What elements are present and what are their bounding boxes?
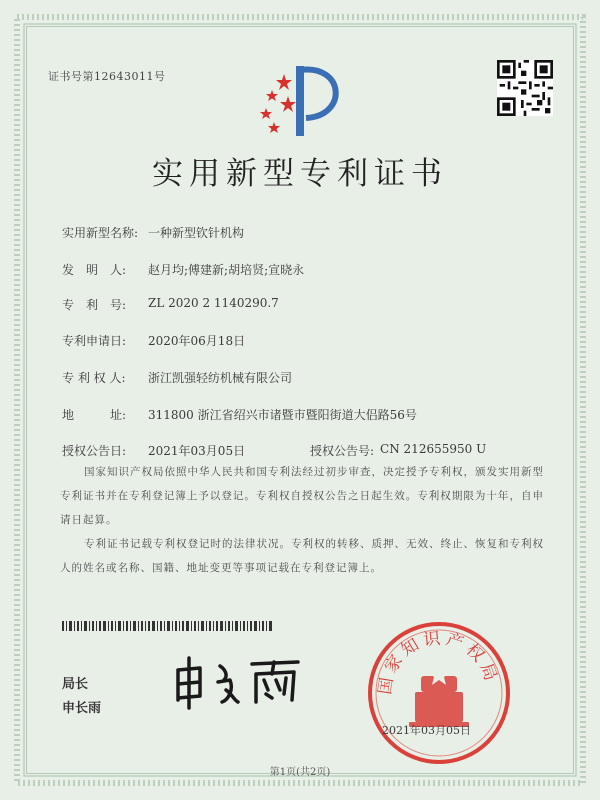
- field-value: CN 212655950 U: [380, 442, 487, 456]
- certificate-title: 实用新型专利证书: [152, 156, 448, 192]
- svg-text:国家知识产权局: 国家知识产权局: [375, 628, 502, 696]
- field-value: 赵月均;傅建新;胡培贤;宣晓永: [148, 263, 305, 277]
- director-name: 申长雨: [62, 701, 102, 716]
- field-patent-number: [62, 296, 279, 313]
- field-value: 浙江凯强轻纺机械有限公司: [148, 371, 293, 385]
- legal-paragraph-2: 专利证书记载专利权登记时的法律状况。专利权的转移、质押、无效、终止、恢复和专利权人的姓名或名称、国籍、地址变更等事项记载在专利登记簿上。: [60, 538, 544, 574]
- field-label: 授权公告日:: [62, 444, 127, 458]
- field-label: 地 址:: [62, 408, 127, 422]
- field-label: 专 利 权 人:: [62, 371, 126, 385]
- qr-code-icon: [497, 60, 553, 116]
- cnipa-logo-icon: [250, 56, 360, 146]
- field-label: 专利申请日:: [62, 334, 127, 348]
- field-value: 一种新型钦针机构: [148, 226, 245, 240]
- field-inventor: [62, 261, 304, 278]
- field-utility-model-name: [62, 224, 244, 241]
- field-grant-announcement-number: [310, 442, 486, 459]
- official-seal-icon: [366, 620, 512, 766]
- field-label: 专 利 号:: [62, 298, 127, 312]
- field-value: ZL 2020 2 1140290.7: [148, 296, 279, 310]
- seal-date: 2021年03月05日: [382, 724, 471, 737]
- field-label: 实用新型名称:: [62, 226, 139, 240]
- field-label: 发 明 人:: [62, 263, 127, 277]
- field-grant-announcement-date: [62, 442, 245, 459]
- field-label: 授权公告号:: [310, 444, 375, 458]
- field-value: 2021年03月05日: [148, 444, 246, 458]
- field-value: 311800 浙江省绍兴市诸暨市暨阳街道大侣路56号: [148, 408, 417, 422]
- field-filing-date: [62, 332, 245, 349]
- legal-paragraph-1: 国家知识产权局依照中华人民共和国专利法经过初步审查，决定授予专利权，颁发实用新型专利证书并在专利登记簿上予以登记。专利权自授权公告之日起生效。专利权期限为十年，自申请日起算。: [60, 466, 544, 526]
- field-address: [62, 406, 417, 423]
- certificate-number: 证书号第12643011号: [48, 70, 166, 83]
- page-indicator: 第1页(共2页): [269, 767, 331, 778]
- director-title: 局长: [62, 677, 89, 692]
- field-patentee: [62, 369, 292, 386]
- barcode-icon: [62, 621, 274, 631]
- field-value: 2020年06月18日: [148, 334, 246, 348]
- handwritten-signature-icon: [168, 650, 318, 710]
